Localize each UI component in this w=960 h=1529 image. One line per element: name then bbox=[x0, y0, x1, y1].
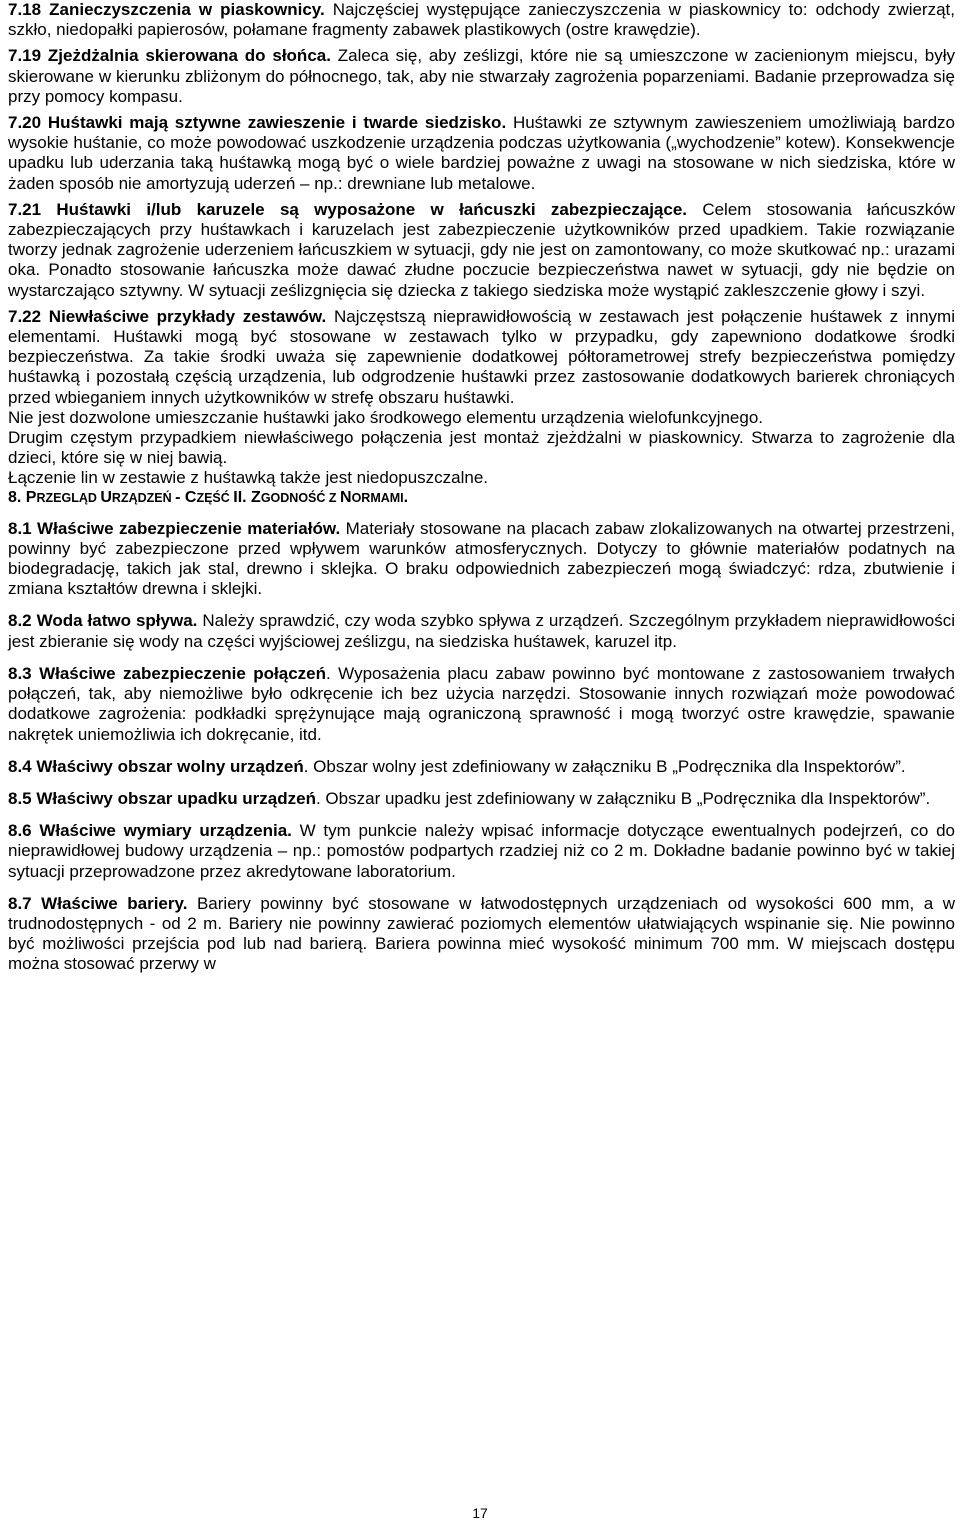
section-8-2 bbox=[8, 611, 955, 651]
chapter-heading-part: GODNOŚĆ Z bbox=[260, 490, 340, 505]
section-7-19 bbox=[8, 46, 955, 107]
section-heading: 7.21 Huśtawki i/lub karuzele są wyposażone w łańcuszki zabezpieczające. bbox=[8, 199, 688, 219]
section-7-18 bbox=[8, 0, 955, 40]
section-8-7 bbox=[8, 894, 955, 975]
section-8-6 bbox=[8, 821, 955, 882]
section-body: Najczęściej występujące zanieczyszczenia w piaskownicy to: odchody zwierząt, szkło, niedopałki papierosów, połamane fragmenty zabawek plastikowych (ostre krawędzie). bbox=[8, 0, 955, 40]
section-body: Huśtawki ze sztywnym zawieszeniem umożliwiają bardzo wysokie huśtanie, co może powodować uszkodzenie urządzenia podczas użytkowania („wychodzenie” kotew). Konsekwencje upadku lub uderzania taką huśtawką mogą być o wiele bardziej poważne z uwagi na stosowane w nich siedziska, które w żaden sposób nie amortyzują uderzeń – np.: drewniane lub metalowe. bbox=[8, 113, 955, 193]
section-heading: 7.19 Zjeżdżalnia skierowana do słońca. bbox=[8, 46, 331, 66]
chapter-heading-part: ZĘŚĆ bbox=[196, 490, 234, 505]
chapter-heading-part: N bbox=[340, 488, 352, 506]
chapter-heading-part: . bbox=[403, 488, 409, 506]
section-7-22 bbox=[8, 307, 955, 408]
section-body: W tym punkcie należy wpisać informacje dotyczące ewentualnych podejrzeń, co do nieprawidłowej budowy urządzenia – np.: pomostów podpartych rzadziej niż co 2 m. Dokładne badanie powinno być w takiej sytuacji przeprowadzone przez akredytowane laboratorium. bbox=[8, 821, 955, 881]
paragraph-ropes: Łączenie lin w zestawie z huśtawką także jest niedopuszczalne. bbox=[8, 468, 489, 488]
page-number: 17 bbox=[472, 1505, 488, 1521]
section-body: Najczęstszą nieprawidłowością w zestawach jest połączenie huśtawek z innymi elementami. Huśtawki mogą być stosowane w zestawach tylko w przypadku, gdy zapewniono dodatkowe środki bezpieczeństwa. Za takie środki uważa się zapewnienie dodatkowej półtorametrowej strefy bezpieczeństwa pomiędzy huśtawką i pozostałą częścią urządzenia, lub odgrodzenie huśtawki przez zastosowanie dodatkowych barierek chroniących przed wbieganiem innych użytkowników w strefę obszaru huśtawki. bbox=[8, 306, 955, 407]
chapter-heading-part: 8. P bbox=[8, 488, 37, 506]
section-heading: 8.4 Właściwy obszar wolny urządzeń bbox=[8, 756, 304, 776]
section-8-5 bbox=[8, 789, 955, 809]
chapter-heading-part: RZEGLĄD bbox=[36, 490, 101, 505]
section-heading: 8.3 Właściwe zabezpieczenie połączeń bbox=[8, 663, 327, 683]
section-heading: 8.7 Właściwe bariery. bbox=[8, 893, 188, 913]
chapter-heading-part: - C bbox=[175, 488, 197, 506]
chapter-heading-part: U bbox=[100, 488, 112, 506]
chapter-heading-part: ORMAMI bbox=[351, 490, 404, 505]
section-body: Celem stosowania łańcuszków zabezpieczających przy huśtawkach i karuzelach jest zabezpieczenie użytkowników przed upadkiem. Takie rozwiązanie tworzy jednak zagrożenie uderzeniem łańcuszkiem w sytuacji, gdy nie jest on zamontowany, co może skutkować np.: urazami oka. Ponadto stosowanie łańcuszka może dawać złudne poczucie bezpieczeństwa nawet w sytuacji, gdy nie będzie on wystarczająco sztywny. W sytuacji ześlizgnięcia się dziecka z takiego siedziska może wystąpić zakleszczenie głowy i szyi. bbox=[8, 199, 955, 300]
section-body: Materiały stosowane na placach zabaw zlokalizowanych na otwartej przestrzeni, powinny być zabezpieczone przed wpływem warunków atmosferycznych. Dotyczy to głównie materiałów podatnych na biodegradację, takich jak stal, drewno i sklejka. O braku odpowiednich zabezpieczeń mogą świadczyć: rdza, zbutwienie i zmiana kształtów drewna i sklejki. bbox=[8, 518, 955, 599]
section-body: Bariery powinny być stosowane w łatwodostępnych urządzeniach od wysokości 600 mm, a w trudnodostępnych - od 2 m. Bariery nie powinny zawierać poziomych elementów ułatwiających wspinanie się. Nie powinno być możliwości przejścia pod lub nad barierą. Bariera powinna mieć wysokość minimum 700 mm. W miejscach dostępu można stosować przerwy w bbox=[8, 893, 955, 974]
section-heading: 8.5 Właściwy obszar upadku urządzeń bbox=[8, 788, 316, 808]
chapter-8-heading bbox=[8, 489, 955, 507]
chapter-heading-part: RZĄDZEŃ bbox=[111, 490, 176, 505]
section-body: . Obszar wolny jest zdefiniowany w załączniku B „Podręcznika dla Inspektorów”. bbox=[303, 756, 906, 776]
section-8-3 bbox=[8, 664, 955, 745]
section-8-1 bbox=[8, 519, 955, 600]
section-7-21 bbox=[8, 200, 955, 301]
chapter-heading-part: II. Z bbox=[233, 488, 261, 506]
section-heading: 8.2 Woda łatwo spływa. bbox=[8, 611, 198, 631]
section-8-4 bbox=[8, 757, 955, 777]
paragraph-swing-placement: Nie jest dozwolone umieszczanie huśtawki jako środkowego elementu urządzenia wielofunkcyjnego. bbox=[8, 407, 764, 427]
section-heading: 7.22 Niewłaściwe przykłady zestawów. bbox=[8, 306, 327, 326]
section-body: . Obszar upadku jest zdefiniowany w załączniku B „Podręcznika dla Inspektorów”. bbox=[315, 788, 931, 808]
section-heading: 7.18 Zanieczyszczenia w piaskownicy. bbox=[8, 0, 325, 19]
paragraph-slide-sandbox: Drugim częstym przypadkiem niewłaściwego połączenia jest montaż zjeżdżalni w piaskownicy. Stwarza to zagrożenie dla dzieci, które się w niej bawią. bbox=[8, 428, 955, 468]
section-body: Należy sprawdzić, czy woda szybko spływa z urządzeń. Szczególnym przykładem nieprawidłowości jest zbieranie się wody na części wyjściowej ześlizgu, na siedziska huśtawek, karuzel itp. bbox=[8, 611, 955, 651]
section-7-20 bbox=[8, 113, 955, 194]
section-body: Zaleca się, aby ześlizgi, które nie są umieszczone w zacienionym miejscu, były skierowane w kierunku zbliżonym do północnego, tak, aby nie stwarzały zagrożenia poparzeniami. Badanie przeprowadza się przy pomocy kompasu. bbox=[8, 46, 955, 106]
section-body: . Wyposażenia placu zabaw powinno być montowane z zastosowaniem trwałych połączeń, tak, aby niemożliwe było odkręcenie ich bez użycia narzędzi. Stosowanie innych rozwiązań może powodować dodatkowe zagrożenia: podkładki sprężynujące mają ograniczoną sprawność i mogą tworzyć ostre krawędzie, spawanie nakrętek uniemożliwia ich dokręcanie, itd. bbox=[8, 663, 955, 744]
document-page bbox=[8, 0, 955, 975]
section-heading: 8.1 Właściwe zabezpieczenie materiałów. bbox=[8, 518, 341, 538]
section-heading: 8.6 Właściwe wymiary urządzenia. bbox=[8, 821, 292, 841]
section-heading: 7.20 Huśtawki mają sztywne zawieszenie i twarde siedzisko. bbox=[8, 113, 507, 133]
